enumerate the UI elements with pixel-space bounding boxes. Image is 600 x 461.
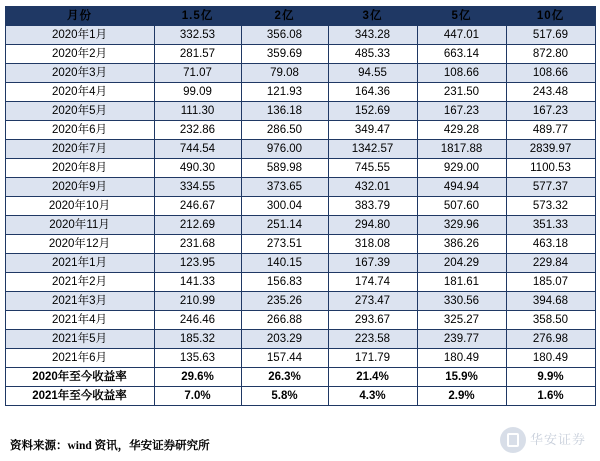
- cell: 232.86: [154, 121, 241, 140]
- cell: 318.08: [328, 235, 417, 254]
- column-header-3: 3亿: [328, 7, 417, 26]
- table-row: [5, 26, 595, 45]
- cell: 185.32: [154, 330, 241, 349]
- cell: 235.26: [241, 292, 328, 311]
- cell: 156.83: [241, 273, 328, 292]
- row-label: 2020年1月: [5, 26, 154, 45]
- cell: 140.15: [241, 254, 328, 273]
- cell: 171.79: [328, 349, 417, 368]
- row-label: 2021年5月: [5, 330, 154, 349]
- cell: 356.08: [241, 26, 328, 45]
- row-label: 2020年12月: [5, 235, 154, 254]
- table-row: [5, 330, 595, 349]
- table-row: [5, 159, 595, 178]
- cell: 281.57: [154, 45, 241, 64]
- summary-cell: 1.6%: [506, 387, 595, 406]
- cell: 246.46: [154, 311, 241, 330]
- cell: 79.08: [241, 64, 328, 83]
- table-head: [5, 7, 595, 26]
- cell: 332.53: [154, 26, 241, 45]
- column-header-4: 5亿: [417, 7, 506, 26]
- row-label: 2020年11月: [5, 216, 154, 235]
- summary-cell: 5.8%: [241, 387, 328, 406]
- cell: 489.77: [506, 121, 595, 140]
- cell: 485.33: [328, 45, 417, 64]
- cell: 167.39: [328, 254, 417, 273]
- column-header-2: 2亿: [241, 7, 328, 26]
- table-row: [5, 45, 595, 64]
- table-foot: [5, 368, 595, 406]
- column-header-5: 10亿: [506, 7, 595, 26]
- table-row: [5, 216, 595, 235]
- cell: 577.37: [506, 178, 595, 197]
- cell: 490.30: [154, 159, 241, 178]
- cell: 273.51: [241, 235, 328, 254]
- cell: 71.07: [154, 64, 241, 83]
- cell: 141.33: [154, 273, 241, 292]
- cell: 517.69: [506, 26, 595, 45]
- cell: 494.94: [417, 178, 506, 197]
- watermark: [500, 423, 592, 457]
- cell: 286.50: [241, 121, 328, 140]
- cell: 343.28: [328, 26, 417, 45]
- table-body: [5, 26, 595, 368]
- cell: 359.69: [241, 45, 328, 64]
- summary-cell: 15.9%: [417, 368, 506, 387]
- row-label: 2020年10月: [5, 197, 154, 216]
- cell: 185.07: [506, 273, 595, 292]
- cell: 157.44: [241, 349, 328, 368]
- summary-cell: 21.4%: [328, 368, 417, 387]
- row-label: 2020年4月: [5, 83, 154, 102]
- cell: 204.29: [417, 254, 506, 273]
- cell: 174.74: [328, 273, 417, 292]
- table-row: [5, 273, 595, 292]
- cell: 181.61: [417, 273, 506, 292]
- cell: 167.23: [506, 102, 595, 121]
- returns-table: [5, 6, 596, 406]
- cell: 334.55: [154, 178, 241, 197]
- summary-cell: 7.0%: [154, 387, 241, 406]
- row-label: 2020年7月: [5, 140, 154, 159]
- cell: 329.96: [417, 216, 506, 235]
- row-label: 2021年4月: [5, 311, 154, 330]
- watermark-text: 华安证券: [530, 431, 587, 447]
- table-row: [5, 140, 595, 159]
- table-row: [5, 121, 595, 140]
- column-header-1: 1.5亿: [154, 7, 241, 26]
- cell: 136.18: [241, 102, 328, 121]
- cell: 231.68: [154, 235, 241, 254]
- cell: 99.09: [154, 83, 241, 102]
- cell: 167.23: [417, 102, 506, 121]
- summary-row-2020: [5, 368, 595, 387]
- source-note: 资料来源：wind 资讯，华安证券研究所: [10, 440, 210, 452]
- cell: 266.88: [241, 311, 328, 330]
- cell: 152.69: [328, 102, 417, 121]
- row-label: 2020年3月: [5, 64, 154, 83]
- row-label: 2020年9月: [5, 178, 154, 197]
- cell: 330.56: [417, 292, 506, 311]
- cell: 180.49: [506, 349, 595, 368]
- cell: 929.00: [417, 159, 506, 178]
- table-row: [5, 292, 595, 311]
- cell: 300.04: [241, 197, 328, 216]
- cell: 589.98: [241, 159, 328, 178]
- summary-cell: 2.9%: [417, 387, 506, 406]
- table-row: [5, 235, 595, 254]
- summary-cell: 4.3%: [328, 387, 417, 406]
- table-header-row: [5, 7, 595, 26]
- cell: 164.36: [328, 83, 417, 102]
- cell: 432.01: [328, 178, 417, 197]
- cell: 744.54: [154, 140, 241, 159]
- table-row: [5, 311, 595, 330]
- brand-logo-icon: [500, 427, 526, 453]
- cell: 976.00: [241, 140, 328, 159]
- row-label: 2021年2月: [5, 273, 154, 292]
- cell: 243.48: [506, 83, 595, 102]
- cell: 223.58: [328, 330, 417, 349]
- table-row: [5, 64, 595, 83]
- cell: 663.14: [417, 45, 506, 64]
- row-label: 2021年1月: [5, 254, 154, 273]
- cell: 429.28: [417, 121, 506, 140]
- row-label: 2020年5月: [5, 102, 154, 121]
- cell: 251.14: [241, 216, 328, 235]
- cell: 229.84: [506, 254, 595, 273]
- cell: 273.47: [328, 292, 417, 311]
- cell: 1342.57: [328, 140, 417, 159]
- column-header-month: 月份: [5, 7, 154, 26]
- table-row: [5, 254, 595, 273]
- cell: 123.95: [154, 254, 241, 273]
- table-row: [5, 83, 595, 102]
- summary-label: 2021年至今收益率: [5, 387, 154, 406]
- row-label: 2020年2月: [5, 45, 154, 64]
- row-label: 2020年8月: [5, 159, 154, 178]
- table-row: [5, 178, 595, 197]
- cell: 246.67: [154, 197, 241, 216]
- cell: 351.33: [506, 216, 595, 235]
- row-label: 2021年6月: [5, 349, 154, 368]
- cell: 358.50: [506, 311, 595, 330]
- cell: 108.66: [506, 64, 595, 83]
- summary-cell: 29.6%: [154, 368, 241, 387]
- cell: 463.18: [506, 235, 595, 254]
- cell: 573.32: [506, 197, 595, 216]
- summary-cell: 26.3%: [241, 368, 328, 387]
- summary-cell: 9.9%: [506, 368, 595, 387]
- cell: 872.80: [506, 45, 595, 64]
- table-row: [5, 349, 595, 368]
- cell: 203.29: [241, 330, 328, 349]
- summary-label: 2020年至今收益率: [5, 368, 154, 387]
- cell: 239.77: [417, 330, 506, 349]
- table-row: [5, 197, 595, 216]
- cell: 1817.88: [417, 140, 506, 159]
- cell: 349.47: [328, 121, 417, 140]
- cell: 325.27: [417, 311, 506, 330]
- summary-row-2021: [5, 387, 595, 406]
- cell: 135.63: [154, 349, 241, 368]
- cell: 394.68: [506, 292, 595, 311]
- row-label: 2020年6月: [5, 121, 154, 140]
- cell: 373.65: [241, 178, 328, 197]
- cell: 294.80: [328, 216, 417, 235]
- cell: 386.26: [417, 235, 506, 254]
- cell: 180.49: [417, 349, 506, 368]
- cell: 210.99: [154, 292, 241, 311]
- table-page: [0, 6, 600, 461]
- cell: 276.98: [506, 330, 595, 349]
- cell: 108.66: [417, 64, 506, 83]
- cell: 745.55: [328, 159, 417, 178]
- cell: 111.30: [154, 102, 241, 121]
- cell: 447.01: [417, 26, 506, 45]
- cell: 2839.97: [506, 140, 595, 159]
- cell: 507.60: [417, 197, 506, 216]
- cell: 94.55: [328, 64, 417, 83]
- row-label: 2021年3月: [5, 292, 154, 311]
- cell: 1100.53: [506, 159, 595, 178]
- cell: 121.93: [241, 83, 328, 102]
- cell: 293.67: [328, 311, 417, 330]
- table-row: [5, 102, 595, 121]
- cell: 231.50: [417, 83, 506, 102]
- cell: 212.69: [154, 216, 241, 235]
- cell: 383.79: [328, 197, 417, 216]
